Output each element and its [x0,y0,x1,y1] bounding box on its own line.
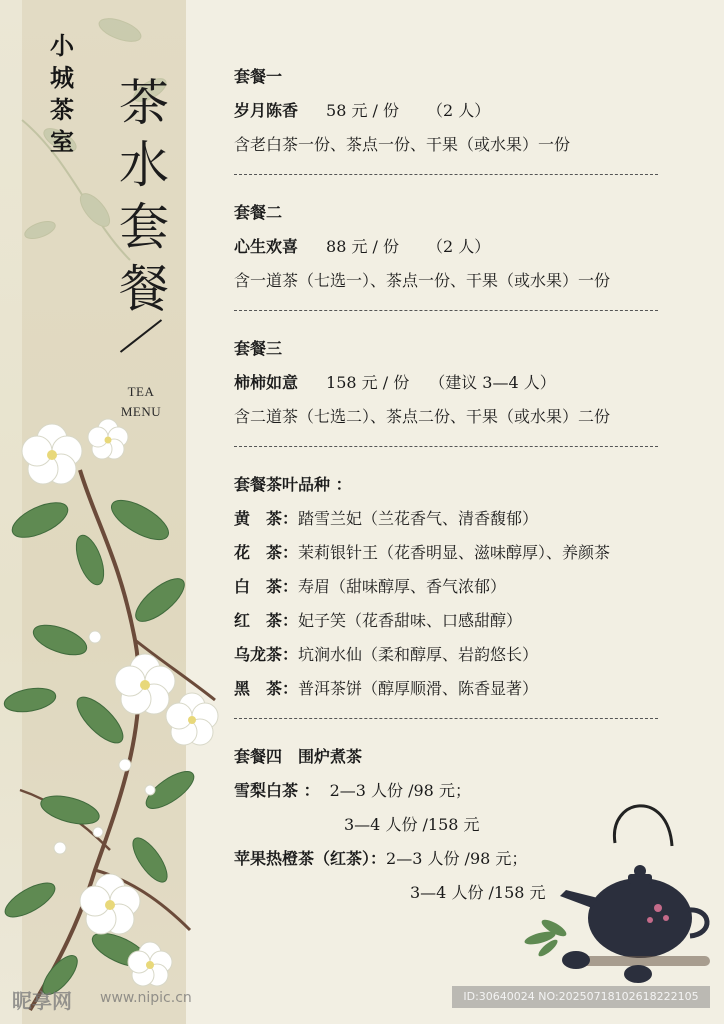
english-title [116,382,166,422]
tea-detail: 寿眉（甜味醇厚、香气浓郁） [298,577,507,596]
shop-name: 小城茶室 [50,32,74,156]
tea-detail: 普洱茶饼（醇厚顺滑、陈香显著） [298,679,539,698]
set1-description: 含老白茶一份、茶点一份、干果（或水果）一份 [234,135,571,154]
tea-detail: 踏雪兰妃（兰花香气、清香馥郁） [298,509,539,528]
set1-heading: 套餐一 [234,67,283,86]
tea-variety-row [234,676,538,699]
set1-name: 岁月陈香 [234,101,299,120]
set4-item2-name: 苹果热橙茶（红茶）： [234,849,387,868]
set4-item1 [234,778,471,801]
tea-category: 黄 茶： [234,509,299,528]
tea-category: 红 茶： [234,611,299,630]
tea-detail: 坑涧水仙（柔和醇厚、岩韵悠长） [298,645,539,664]
tea-detail: 茉莉银针王（花香明显、滋味醇厚）、养颜茶 [298,543,611,562]
watermark-url: www.nipic.cn [100,990,192,1006]
tea-detail: 妃子笑（花香甜味、口感甜醇） [298,611,523,630]
tea-variety-row [234,540,610,563]
set3-row [234,370,556,393]
set4-item2-price-small: 2—3 人份 /98 元； [386,849,528,868]
tea-variety-row [234,608,522,631]
tea-category: 乌龙茶： [234,645,299,664]
divider [234,174,658,175]
set2-name: 心生欢喜 [234,237,299,256]
set2-price: 88 元 / 份 [326,237,400,256]
set4-item2-price-large: 3—4 人份 /158 元 [410,883,546,902]
set2-heading: 套餐二 [234,203,283,222]
set2-description: 含一道茶（七选一）、茶点一份、干果（或水果）一份 [234,271,611,290]
set1-people: （2 人） [427,101,491,120]
set2-row [234,234,490,257]
set3-people: （建议 3—4 人） [429,373,556,392]
tea-variety-row [234,506,538,529]
tea-category: 黑 茶： [234,679,299,698]
set1-price: 58 元 / 份 [326,101,400,120]
divider [234,310,658,311]
english-title-line-1: TEA [127,384,155,399]
tea-category: 花 茶： [234,543,299,562]
tea-category: 白 茶： [234,577,299,596]
set4-item2 [234,846,527,869]
watermark-logo: 昵享网 [12,989,72,1013]
tea-variety-row [234,642,538,665]
divider [234,446,658,447]
set4-heading: 套餐四 围炉煮茶 [234,747,363,766]
image-id-banner: ID:30640024 NO:20250718102618222105 [452,986,710,1008]
divider [234,718,658,719]
page-title: 茶水套餐 [119,74,169,318]
english-title-line-2: MENU [120,404,162,419]
teapot-illustration [520,788,724,988]
set3-price: 158 元 / 份 [326,373,410,392]
set2-people: （2 人） [427,237,491,256]
set3-name: 柿柿如意 [234,373,299,392]
set1-row [234,98,490,121]
set4-item1-price-small: 2—3 人份 /98 元； [329,781,471,800]
set3-heading: 套餐三 [234,339,283,358]
tea-varieties-heading: 套餐茶叶品种 ： [234,475,352,494]
set4-item1-name: 雪梨白茶 ： [234,781,320,800]
set3-description: 含二道茶（七选二）、茶点二份、干果（或水果）二份 [234,407,611,426]
tea-variety-row [234,574,506,597]
set4-item1-price-large: 3—4 人份 /158 元 [344,815,480,834]
